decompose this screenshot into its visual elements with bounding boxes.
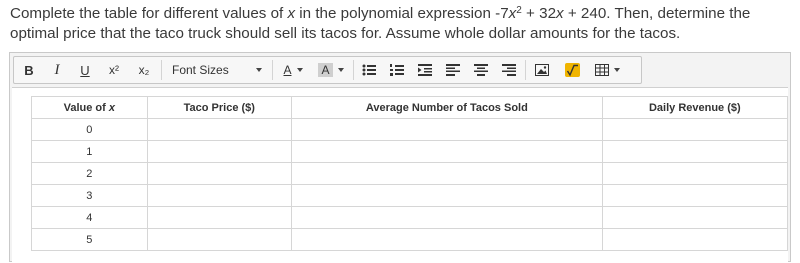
header-daily-revenue[interactable]: Daily Revenue ($)	[602, 97, 787, 119]
header-avg-tacos-sold[interactable]: Average Number of Tacos Sold	[291, 97, 602, 119]
daily-revenue-cell[interactable]	[602, 141, 787, 163]
insert-image-button[interactable]	[530, 57, 554, 83]
rich-text-editor	[9, 52, 791, 262]
bullet-list-icon	[362, 64, 376, 76]
align-right-button[interactable]	[498, 57, 520, 83]
taco-price-cell[interactable]	[147, 141, 291, 163]
table-row	[32, 207, 788, 229]
x-value-cell[interactable]: 2	[32, 163, 148, 185]
variable-x: x	[556, 5, 564, 22]
header-value-of-x[interactable]	[32, 97, 148, 119]
toolbar-divider	[353, 60, 354, 80]
bold-button[interactable]: B	[24, 62, 34, 78]
subscript-button[interactable]: x₂	[138, 63, 150, 77]
variable-x: x	[508, 5, 517, 22]
toolbar-divider	[525, 60, 526, 80]
font-size-dropdown[interactable]	[166, 57, 268, 83]
tacos-sold-cell[interactable]	[291, 119, 602, 141]
table-row	[32, 141, 788, 163]
question-part: Complete the table for different values of	[10, 5, 288, 22]
taco-price-cell[interactable]	[147, 185, 291, 207]
header-taco-price[interactable]: Taco Price ($)	[147, 97, 291, 119]
question-part: + 32	[521, 5, 557, 22]
daily-revenue-cell[interactable]	[602, 185, 787, 207]
numbered-list-icon	[390, 64, 404, 76]
font-color-button[interactable]	[277, 57, 309, 83]
chevron-down-icon	[297, 68, 303, 72]
editor-toolbar	[13, 56, 642, 84]
image-icon	[535, 64, 549, 76]
highlight-color-button[interactable]	[314, 57, 348, 83]
daily-revenue-cell[interactable]	[602, 229, 787, 251]
table-icon	[595, 64, 609, 76]
indent-button[interactable]	[414, 57, 436, 83]
toolbar-divider	[161, 60, 162, 80]
variable-x: x	[287, 5, 296, 22]
bullet-list-button[interactable]	[358, 57, 380, 83]
x-value-cell[interactable]: 0	[32, 119, 148, 141]
chevron-down-icon	[256, 68, 262, 72]
tacos-sold-cell[interactable]	[291, 185, 602, 207]
highlight-icon: A	[318, 63, 332, 77]
x-value-cell[interactable]: 5	[32, 229, 148, 251]
daily-revenue-cell[interactable]	[602, 119, 787, 141]
font-size-label: Font Sizes	[172, 63, 229, 77]
header-label: Value of	[63, 101, 109, 114]
taco-price-cell[interactable]	[147, 163, 291, 185]
daily-revenue-cell[interactable]	[602, 207, 787, 229]
underline-button[interactable]: U	[80, 62, 90, 78]
font-color-icon: A	[283, 63, 292, 77]
x-value-cell[interactable]: 3	[32, 185, 148, 207]
question-part: + 240. Then, determine the optimal price that the taco truck should sell its tacos for. Assume whole dollar amounts for the tacos.	[10, 5, 751, 42]
chevron-down-icon	[338, 68, 344, 72]
align-right-icon	[502, 64, 516, 76]
toolbar-divider	[272, 60, 273, 80]
table-row	[32, 185, 788, 207]
numbered-list-button[interactable]	[386, 57, 408, 83]
tacos-sold-cell[interactable]	[291, 207, 602, 229]
question-part: in the polynomial expression -7	[295, 5, 509, 22]
align-left-icon	[446, 64, 460, 76]
align-center-icon	[474, 64, 488, 76]
chevron-down-icon	[614, 68, 620, 72]
align-left-button[interactable]	[442, 57, 464, 83]
editor-content-area[interactable]	[12, 87, 788, 263]
italic-button[interactable]: I	[54, 61, 60, 78]
insert-table-button[interactable]	[590, 57, 624, 83]
table-row	[32, 119, 788, 141]
x-value-cell[interactable]: 1	[32, 141, 148, 163]
align-center-button[interactable]	[470, 57, 492, 83]
math-root-icon	[565, 63, 580, 77]
tacos-sold-cell[interactable]	[291, 141, 602, 163]
response-table	[31, 96, 788, 251]
exponent: 2	[516, 5, 522, 16]
variable-x: x	[108, 101, 115, 114]
insert-math-button[interactable]	[560, 57, 584, 83]
superscript-button[interactable]: x²	[109, 63, 119, 77]
table-row	[32, 229, 788, 251]
daily-revenue-cell[interactable]	[602, 163, 787, 185]
table-header-row	[32, 97, 788, 119]
question-text	[10, 4, 795, 44]
tacos-sold-cell[interactable]	[291, 163, 602, 185]
x-value-cell[interactable]: 4	[32, 207, 148, 229]
tacos-sold-cell[interactable]	[291, 229, 602, 251]
table-row	[32, 163, 788, 185]
taco-price-cell[interactable]	[147, 119, 291, 141]
taco-price-cell[interactable]	[147, 207, 291, 229]
taco-price-cell[interactable]	[147, 229, 291, 251]
indent-icon	[418, 64, 432, 76]
